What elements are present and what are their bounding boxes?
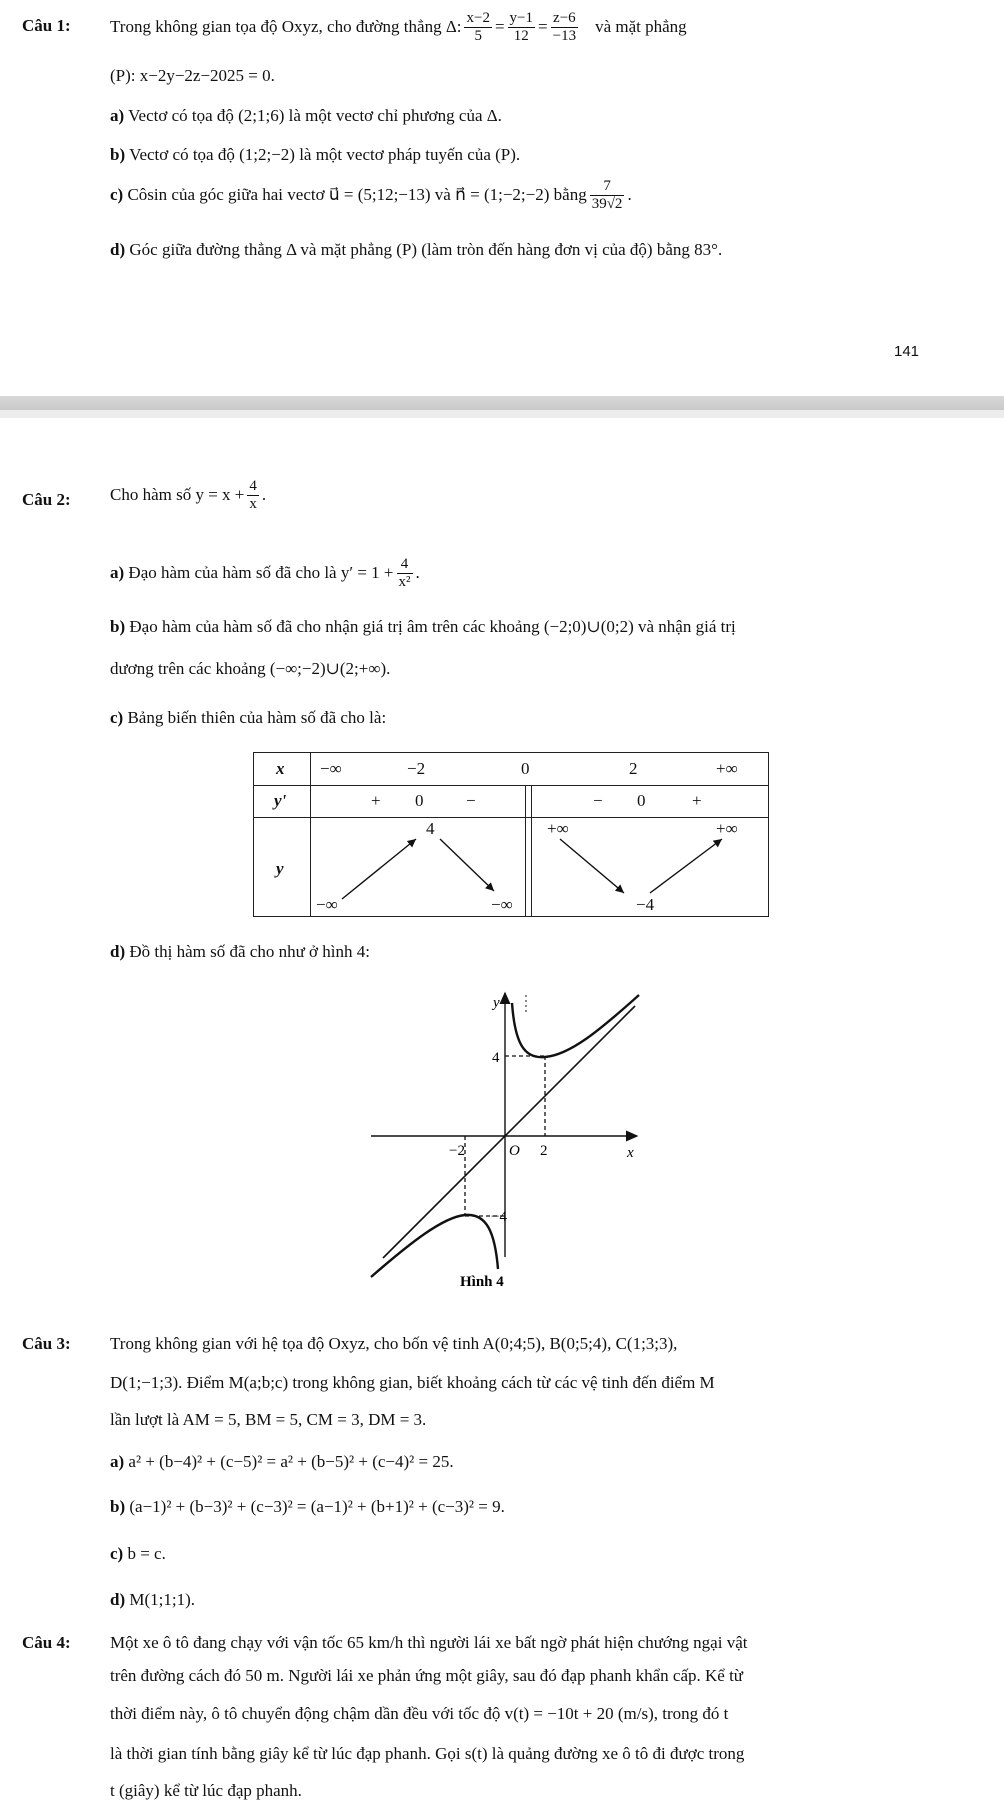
variation-table [253, 752, 769, 917]
q1-f2-den: 12 [513, 27, 529, 44]
q2-intro: Cho hàm số y = x + $\frac{4}{x}$ . [110, 478, 267, 512]
q3-c [110, 1544, 166, 1564]
table-arrows [254, 753, 768, 916]
graph-left-branch [371, 1215, 498, 1277]
q3-d-label: d) [110, 1590, 126, 1609]
q2-a-text: Đạo hàm của hàm số đã cho là y′ = 1 + [128, 563, 394, 582]
table-sign: 0 [637, 791, 646, 810]
graph-tick-neg2: −2 [449, 1143, 465, 1159]
q4-line2: trên đường cách đó 50 m. Người lái xe phản ứng một giây, sau đó đạp phanh khẩn cấp. Kể từ [110, 1666, 744, 1685]
q3-b-label: b) [110, 1497, 126, 1516]
table-x-value: +∞ [716, 759, 738, 778]
table-x-value: 2 [629, 759, 638, 778]
q1-d [110, 240, 722, 260]
table-y-value: +∞ [547, 819, 569, 838]
q3-c-text: b = c. [127, 1544, 166, 1563]
q1-b-label: b) [110, 145, 126, 164]
q1-fraction-x [464, 10, 491, 44]
page-break-separator [0, 396, 1004, 410]
table-y-label: y [276, 859, 284, 878]
q3-label: Câu 3: [22, 1334, 71, 1353]
table-yprime-label: y' [274, 791, 287, 810]
q2-b-label: b) [110, 617, 126, 636]
q1-fraction-y [508, 10, 535, 44]
q1-c-fraction [590, 178, 625, 212]
q1-f1-den: 5 [474, 27, 482, 44]
graph-x-label: x [627, 1145, 634, 1161]
q1-c-label: c) [110, 185, 124, 204]
q1-intro: Trong không gian tọa độ Oxyz, cho đường thẳng Δ: $\frac{x-2}{5}$ = $\frac{y-1}{12}$ = $\frac{z-6}{-13}$ và mặt phẳng [110, 10, 687, 44]
page-number: 141 [894, 343, 920, 360]
q3-line1: Trong không gian với hệ tọa độ Oxyz, cho bốn vệ tinh A(0;4;5), B(0;5;4), C(1;3;3), [110, 1334, 678, 1353]
q2-b [110, 617, 736, 637]
table-x-value: 0 [521, 759, 530, 778]
table-sign: + [371, 791, 381, 810]
arrow-down [560, 839, 624, 893]
graph-tick-neg4: −4 [491, 1209, 507, 1225]
q2-d [110, 942, 370, 962]
table-sign: 0 [415, 791, 424, 810]
table-y-value: −∞ [491, 895, 513, 914]
q3-d [110, 1590, 195, 1610]
q1-b [110, 145, 520, 165]
q1-b-text: Vectơ có tọa độ (1;2;−2) là một vectơ pháp tuyến của (P). [129, 145, 521, 164]
table-y-value: −4 [636, 895, 655, 914]
q3-a [110, 1452, 454, 1472]
q2-a-den: x² [398, 573, 411, 590]
function-graph [365, 985, 655, 1295]
q1-f2-num: y−1 [509, 10, 534, 26]
q1-f3-num: z−6 [551, 10, 578, 28]
table-sign: − [466, 791, 476, 810]
graph-caption: Hình 4 [460, 1274, 504, 1290]
q3-a-label: a) [110, 1452, 125, 1471]
q2-d-text: Đồ thị hàm số đã cho như ở hình 4: [129, 942, 370, 961]
table-sign: − [593, 791, 603, 810]
q2-b-line2: dương trên các khoảng (−∞;−2)∪(2;+∞). [110, 659, 391, 678]
q1-intro-tail: và mặt phẳng [595, 17, 687, 36]
q4-label: Câu 4: [22, 1633, 71, 1652]
q1-f1-num: x−2 [466, 10, 490, 26]
q2-b-text1: Đạo hàm của hàm số đã cho nhận giá trị âm trên các khoảng (−2;0)∪(0;2) và nhận giá trị [129, 617, 736, 636]
q3-a-text: a² + (b−4)² + (c−5)² = a² + (b−5)² + (c−4)² = 25. [128, 1452, 454, 1471]
q2-c-text: Bảng biến thiên của hàm số đã cho là: [127, 708, 387, 727]
q1-fraction-z [551, 10, 578, 44]
q2-intro-text: Cho hàm số y = x + [110, 485, 245, 504]
q1-d-text: Góc giữa đường thẳng Δ và mặt phẳng (P) (làm tròn đến hàng đơn vị của độ) bằng 83°. [129, 240, 723, 259]
q3-d-text: M(1;1;1). [129, 1590, 196, 1609]
q4-line3: thời điểm này, ô tô chuyển động chậm dần đều với tốc độ v(t) = −10t + 20 (m/s), trong đó t [110, 1704, 729, 1723]
q1-a-label: a) [110, 106, 125, 125]
q1-a-text: Vectơ có tọa độ (2;1;6) là một vectơ chỉ phương của Δ. [128, 106, 502, 125]
arrow-up [650, 839, 722, 893]
table-x-value: −∞ [320, 759, 342, 778]
q4-line4: là thời gian tính bằng giây kể từ lúc đạp phanh. Gọi s(t) là quảng đường xe ô tô đi được trong [110, 1744, 745, 1763]
q2-fraction [247, 478, 259, 512]
q3-c-label: c) [110, 1544, 124, 1563]
q3-line3: lần lượt là AM = 5, BM = 5, CM = 3, DM = 3. [110, 1410, 427, 1429]
q3-line2: D(1;−1;3). Điểm M(a;b;c) trong không gian, biết khoảng cách từ các vệ tinh đến điểm M [110, 1373, 715, 1392]
arrow-down [440, 839, 494, 891]
q3-b-text: (a−1)² + (b−3)² + (c−3)² = (a−1)² + (b+1)² + (c−3)² = 9. [129, 1497, 505, 1516]
q2-a-fraction [397, 556, 413, 590]
graph-right-branch [512, 995, 639, 1057]
arrow-up [342, 839, 416, 899]
q2-a-num: 4 [397, 556, 413, 574]
q1-label: Câu 1: [22, 16, 71, 35]
q1-intro-text: Trong không gian tọa độ Oxyz, cho đường thẳng Δ: [110, 17, 462, 36]
q1-c-den: 39√2 [591, 195, 623, 212]
q2-c-label: c) [110, 708, 124, 727]
q2-label: Câu 2: [22, 490, 71, 509]
q1-plane: (P): x−2y−2z−2025 = 0. [110, 66, 275, 85]
q1-a [110, 106, 502, 126]
table-x-value: −2 [407, 759, 426, 778]
asymptote-line [383, 1006, 635, 1258]
table-x-label: x [276, 759, 285, 778]
table-sign: + [692, 791, 702, 810]
q1-c: c) Côsin của góc giữa hai vectơ u⃗ = (5;12;−13) và n⃗ = (1;−2;−2) bằng $\frac{7}{39√2}$ . [110, 178, 632, 212]
graph-tick-4: 4 [492, 1050, 500, 1066]
q2-c [110, 708, 386, 728]
q2-d-label: d) [110, 942, 126, 961]
q1-f3-den: −13 [552, 27, 577, 44]
graph-origin-label: O [509, 1143, 520, 1159]
q1-c-num: 7 [590, 178, 625, 196]
q2-a-label: a) [110, 563, 125, 582]
table-y-value: +∞ [716, 819, 738, 838]
q2-a: a) Đạo hàm của hàm số đã cho là y′ = 1 + $\frac{4}{\text{x²}}$ . [110, 556, 420, 590]
q4-line1: Một xe ô tô đang chạy với vận tốc 65 km/h thì người lái xe bất ngờ phát hiện chướng ngại vật [110, 1633, 748, 1652]
q4-line5: t (giây) kể từ lúc đạp phanh. [110, 1781, 302, 1800]
q1-d-label: d) [110, 240, 126, 259]
q1-c-text: Côsin của góc giữa hai vectơ u⃗ = (5;12;−13) và n⃗ = (1;−2;−2) bằng [127, 185, 587, 204]
q3-b [110, 1497, 505, 1517]
graph-tick-2: 2 [540, 1143, 548, 1159]
q2-f-num: 4 [249, 478, 257, 494]
q2-f-den: x [249, 495, 257, 512]
table-y-value: 4 [426, 819, 435, 838]
graph-y-label: y [493, 995, 500, 1011]
page-break-shadow [0, 410, 1004, 418]
table-y-value: −∞ [316, 895, 338, 914]
